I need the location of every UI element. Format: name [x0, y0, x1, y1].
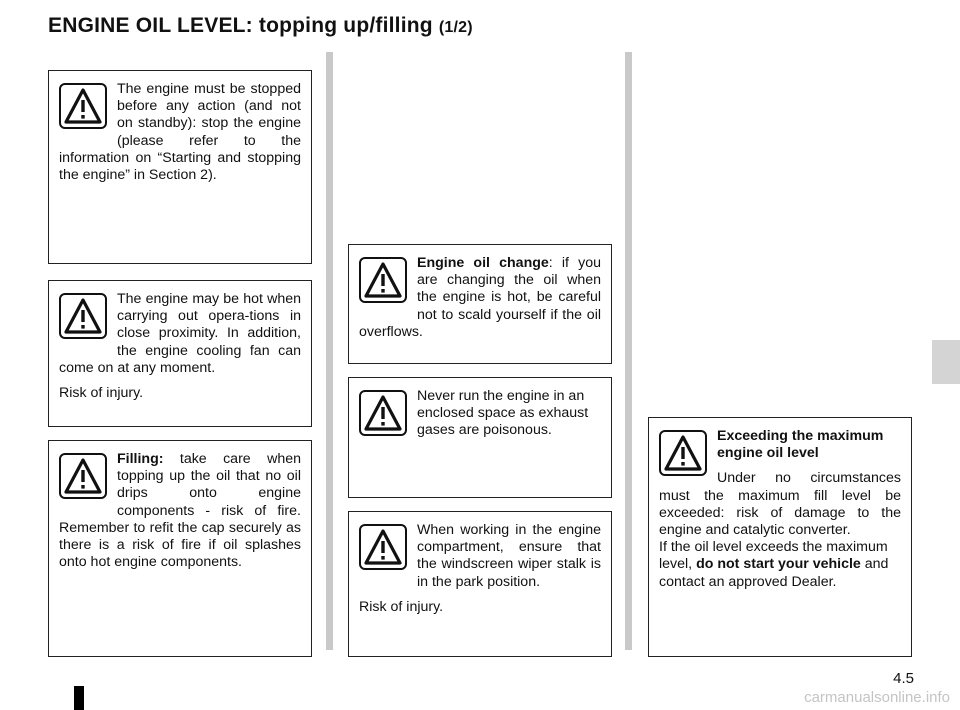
- warning-box-enclosed-space: [348, 377, 612, 498]
- column-divider-left: [326, 52, 333, 650]
- warning-triangle-icon: [59, 83, 107, 129]
- warning-body-end: and contact an approved Dealer.: [659, 556, 889, 590]
- warning-bold: Engine oil change: [417, 255, 549, 271]
- warning-triangle-icon: [59, 453, 107, 499]
- warning-triangle-icon: [359, 524, 407, 570]
- warning-text: Under no circumstances must the maximum fill level be exceeded: risk of damage to the engine and catalytic converter.: [659, 470, 901, 539]
- page-number: 4.5: [893, 670, 914, 687]
- warning-box-max-level: [648, 417, 912, 657]
- crop-mark: [74, 686, 84, 710]
- warning-box-wiper: [348, 511, 612, 657]
- warning-triangle-icon: [59, 293, 107, 339]
- warning-triangle-icon: [359, 390, 407, 436]
- watermark: carmanualsonline.info: [804, 689, 950, 706]
- page-title-part: (1/2): [438, 19, 473, 36]
- page-title: [48, 14, 473, 38]
- warning-box-engine-hot: [48, 280, 312, 427]
- risk-text: Risk of injury.: [59, 385, 144, 402]
- warning-text-2: [659, 539, 901, 591]
- risk-text: Risk of injury.: [359, 598, 444, 615]
- warning-body: If the oil level exceeds the maximum level,: [659, 539, 888, 573]
- warning-triangle-icon: [359, 257, 407, 303]
- page-title-text: ENGINE OIL LEVEL: topping up/filling: [48, 14, 433, 37]
- column-divider-right: [625, 52, 632, 650]
- warning-text: Never run the engine in an enclosed space as exhaust gases are poisonous.: [417, 388, 589, 439]
- warning-box-oil-change: [348, 244, 612, 364]
- warning-text: The engine must be stopped before any action (and not on standby): stop the engine (please refer to the information on “Starting and stopping the engine” in Section 2).: [59, 81, 301, 184]
- section-tab: [932, 340, 960, 384]
- warning-bold: Filling:: [117, 451, 164, 467]
- warning-body: : if you are changing the oil when the engine is hot, be careful not to scald yourself if the oil overflows.: [359, 255, 601, 340]
- warning-body: take care when topping up the oil that no oil drips onto engine components - risk of fire. Remember to refit the cap securely as there is a risk of fire if oil splashes onto hot engine components.: [59, 451, 301, 571]
- warning-bold: do not start your vehicle: [696, 556, 861, 573]
- warning-heading: Exceeding the maximum engine oil level: [717, 428, 884, 462]
- warning-text: When working in the engine compartment, ensure that the windscreen wiper stalk is in the park position.: [417, 522, 601, 590]
- warning-box-filling: [48, 440, 312, 657]
- warning-triangle-icon: [659, 430, 707, 476]
- warning-box-stop-engine: [48, 70, 312, 264]
- warning-text: The engine may be hot when carrying out opera-tions in close proximity. In addition, the engine cooling fan can come on at any moment.: [59, 291, 301, 376]
